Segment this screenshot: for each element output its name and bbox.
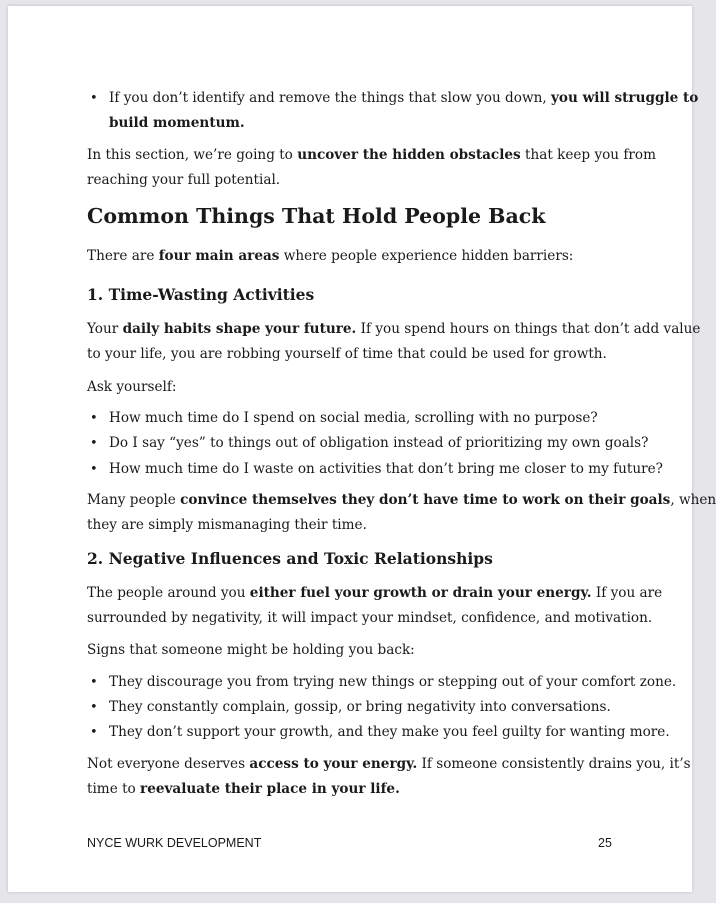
paragraph: There are four main areas where people experience hidden barriers: [87, 248, 574, 264]
emphasis-text: access to your energy. [249, 756, 418, 772]
paragraph-line: reaching your full potential. [87, 172, 281, 188]
emphasis-text: either fuel your growth or drain your energy. [249, 585, 592, 601]
bullet-icon: • [90, 462, 98, 477]
bullet-icon: • [90, 91, 98, 106]
paragraph-line: to your life, you are robbing yourself of time that could be used for growth. [87, 346, 607, 362]
paragraph-line: they are simply mismanaging their time. [87, 517, 367, 533]
document-page: • If you don’t identify and remove the things that slow you down, you will struggle to build momentum. In this section, we’re going to uncover the hidden obstacles that keep you from reaching your full potential. Common Things That Hold People Back There are four main areas where people experience hidden barriers: 1. Time-Wasting Activities Your daily habits shape your future. If you spend hours on things that don’t add value to your life, you are robbing yourself of time that could be used for growth. Ask yourself: • How much time do I spend on social media, scrolling with no purpose? • Do I say “yes” to things out of obligation instead of prioritizing my own goals? • How much time do I waste on activities that don’t bring me closer to my future? Many people convince themselves they don’t have time to work on their goals, when they are simply mismanaging their time. 2. Negative Influences and Toxic Relationships The people around you either fuel your growth or drain your energy. If you are surrounded by negativity, it will impact your mindset, confidence, and motivation. Signs that someone might be holding you back: • They discourage you from trying new things or stepping out of your comfort zone. • They constantly complain, gossip, or bring negativity into conversations. • They don’t support your growth, and they make you feel guilty for wanting more. Not everyone deserves access to your energy. If someone consistently drains you, it’s time to reevaluate their place in your life. NYCE WURK DEVELOPMENT 25 [8, 6, 692, 892]
subsection-heading: 1. Time-Wasting Activities [87, 285, 315, 304]
bullet-icon: • [90, 411, 98, 426]
section-heading: Common Things That Hold People Back [87, 204, 546, 228]
bullet-icon: • [90, 725, 98, 740]
emphasis-text: four main areas [158, 248, 280, 264]
paragraph: Many people convince themselves they don’t have time to work on their goals, when [87, 492, 716, 508]
emphasis-text: convince themselves they don’t have time to work on their goals [180, 492, 671, 508]
footer-brand: NYCE WURK DEVELOPMENT [87, 836, 262, 850]
paragraph: The people around you either fuel your growth or drain your energy. If you are [87, 585, 663, 601]
paragraph: Ask yourself: [87, 379, 177, 395]
bullet-icon: • [90, 700, 98, 715]
paragraph: Not everyone deserves access to your energy. If someone consistently drains you, it’s [87, 756, 691, 772]
paragraph-line: time to reevaluate their place in your life. [87, 781, 400, 797]
emphasis-text: uncover the hidden obstacles [297, 147, 521, 163]
bullet-icon: • [90, 675, 98, 690]
bullet-icon: • [90, 436, 98, 451]
paragraph: Your daily habits shape your future. If you spend hours on things that don’t add value [87, 321, 701, 337]
emphasis-text: build momentum. [109, 115, 245, 131]
subsection-heading: 2. Negative Influences and Toxic Relationships [87, 549, 493, 568]
text-run: If you don’t identify and remove the things that slow you down, [109, 90, 551, 106]
paragraph: Signs that someone might be holding you back: [87, 642, 415, 658]
page-number: 25 [598, 836, 612, 850]
emphasis-text: reevaluate their place in your life. [140, 781, 400, 797]
emphasis-text: daily habits shape your future. [122, 321, 357, 337]
emphasis-text: you will struggle to [550, 90, 699, 106]
paragraph-line: surrounded by negativity, it will impact your mindset, confidence, and motivation. [87, 610, 653, 626]
paragraph: In this section, we’re going to uncover the hidden obstacles that keep you from [87, 147, 656, 163]
